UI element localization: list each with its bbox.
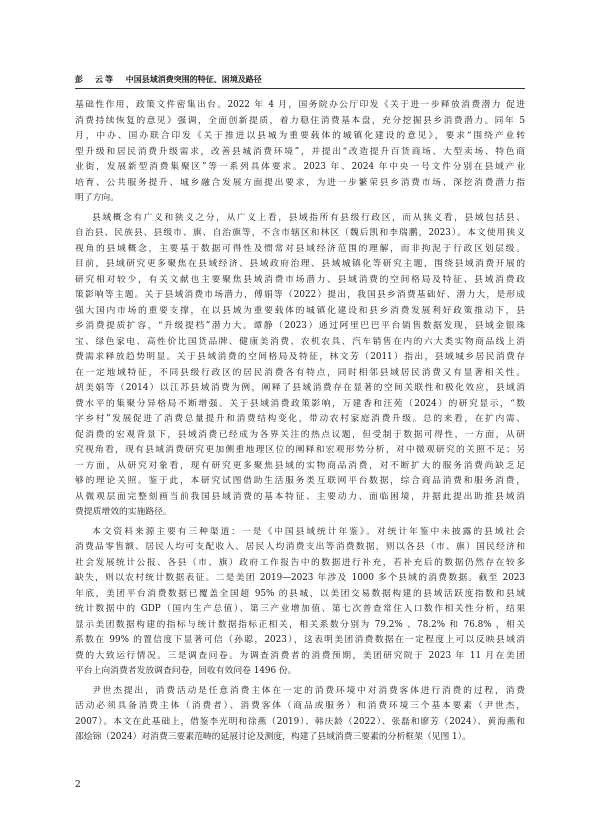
text-line: 策影响等主题。关于县域消费市场潜力，傅娟等（2022）提出，我国县乡消费基础好、潜力大，是形成 — [75, 290, 525, 300]
header-title: 中国县域消费突围的特征、困境及路径 — [125, 75, 262, 84]
text-line: 明了方向。 — [75, 193, 119, 203]
text-line: 费提质增效的实施路径。 — [75, 507, 172, 517]
text-line: 统计数据中的 GDP（国内生产总值）、第三产业增加值、第七次普查常住人口数作相关性分析，结果 — [75, 604, 525, 614]
text-line: 消费持续恢复的意见》强调，全面创新提质，着力稳住消费基本盘，充分挖掘县乡消费潜力。同年 5 — [75, 115, 525, 126]
text-line: 消费品零售额、居民人均可支配收入、居民人均消费支出等消费数据，则以各县（市、旗）国民经济和 — [75, 542, 525, 552]
text-line: 自治县、民族县、县级市、旗、自治旗等，不含市辖区和林区（魏后凯和李瑞鹏，2023）。本文使用狭义 — [75, 228, 525, 238]
text-line: 缺失，则以农村统计数据表征。二是美团 2019—2023 年涉及 1000 多个县域的消费数据。截至 2023 — [75, 573, 525, 583]
text-line: 本文资料来源主要有三种渠道：一是《中国县域统计年鉴》。对统计年鉴中未披露的县域社会 — [92, 526, 525, 537]
text-line: 系数在 99% 的置信度下显著可信（孙聪，2023），这表明美团消费数据在一定程度上可以反映县域消 — [75, 635, 525, 645]
text-line: 强大国内市场的重要支撑，在以县域为重要载体的城镇化建设和县乡消费发展利好政策推动下，县 — [75, 305, 525, 316]
text-line: 字乡村”发展促进了消费总量提升和消费结构变化，带动农村家庭消费升级。总的来看，在扩内需、 — [75, 414, 525, 424]
text-line: 费的大致运行情况。三是调查问卷。为调查消费者的消费预期，美团研究院于 2023 年 11 月在美团 — [75, 650, 525, 661]
text-line: 研究相对较少，有关文献也主要聚焦县域消费市场潜力、县域消费的空间格局及特征、县域消费政 — [75, 274, 525, 285]
text-line: 型升级和居民消费升级需求，改善县城消费环境”，并提出“改造提升百货商场、大型卖场、特色商 — [75, 146, 525, 157]
text-line: 费水平的集聚分异格局不断增强。关于县域消费政策影响，万建香和汪苑（2024）的研究显示，“数 — [75, 398, 525, 409]
text-line: 一方面，从研究对象看，现有研究更多聚焦县域的实物商品消费，对不断扩大的服务消费尚缺乏足 — [75, 460, 525, 471]
text-line: 促消费的宏观背景下，县域消费已经成为各界关注的热点议题，但受制于数据可得性，一方面，从研 — [75, 429, 525, 440]
paragraph — [75, 98, 525, 207]
text-line: 视角的县域概念，主要基于数据可得性及惯常对县域经济范围的理解，而非拘泥于行政区划层级。 — [75, 243, 525, 254]
text-line: 宝、绿色家电、高性价比国货品牌、健康美消费、农机农具、汽车销售在内的六大类实物商品线上消 — [75, 336, 525, 347]
paragraph — [75, 211, 525, 521]
header-rule — [75, 88, 525, 89]
text-line: 2007）。本文在此基础上，借鉴李光明和徐燕（2019）、韩庆龄（2022）、张磊和廖芳（2024）、黄海燕和 — [75, 716, 525, 727]
paragraph — [75, 525, 525, 680]
article-body — [75, 98, 525, 746]
text-line: 尹世杰提出，消费活动是任意消费主体在一定的消费环境中对消费客体进行消费的过程，消费 — [92, 685, 525, 696]
text-line: 胡美娟等（2014）以江苏县域消费为例，阐释了县域消费存在显著的空间关联性和极化效应，县域消 — [75, 383, 525, 393]
text-line: 够的理论关照。鉴于此，本研究试图借助生活服务类互联网平台数据，综合商品消费和服务消费， — [75, 476, 525, 486]
page-number: 2 — [75, 780, 81, 790]
running-header — [75, 74, 525, 85]
text-line: 业街，发展新型消费集聚区”等一系列具体要求。2023 年、2024 年中央一号文件分别在县域产业 — [75, 162, 525, 172]
paragraph — [75, 684, 525, 746]
text-line: 基础性作用，政策文件密集出台。2022 年 4 月，国务院办公厅印发《关于进一步释放消费潜力 促进 — [75, 100, 525, 110]
text-line: 费需求释放趋势明显。关于县域消费的空间格局及特征，林文芳（2011）指出，县域城乡居民消费存 — [75, 352, 525, 362]
text-line: 显示美团数据构建的指标与统计数据指标正相关，相关系数分别为 79.2% 、78.2% 和 76.8% ，相关 — [75, 619, 525, 630]
text-line: 从微观层面完整刻画当前我国县域消费的基本特征、主要动力、面临困境，并据此提出助推县域消 — [75, 491, 525, 502]
text-line: 社会发展统计公报、各县（市、旗）政府工作报告中的数据进行补充，若补充后的数据仍然存在较多 — [75, 557, 525, 568]
text-line: 目前，县域研究更多聚焦在县域经济、县域政府治理、县域城镇化等研究主题，围绕县域消费开展的 — [75, 259, 525, 269]
text-line: 在一定地域特征，不同县级行政区的居民消费各有特点，同时相邻县域居民消费又有显著相关性。 — [75, 367, 525, 378]
text-line: 乡消费提质扩容，“升级提档”潜力大。谭静（2023）通过阿里巴巴平台销售数据发现，县域金银珠 — [75, 321, 525, 331]
text-line: 平台上向消费者发放调查问卷，回收有效问卷 1496 份。 — [75, 666, 297, 676]
header-author: 彭 云等 — [75, 75, 115, 84]
text-line: 究视角看，现有县域消费研究更加侧重地理区位的阐释和宏观形势分析，对中微观研究的关照不足；另 — [75, 445, 525, 455]
text-line: 月，中办、国办联合印发《关于推进以县城为重要载体的城镇化建设的意见》，要求“围绕产业转 — [75, 131, 525, 141]
text-line: 邵烩锦（2024）对消费三要素范畴的延展讨论及测度，构建了县域消费三要素的分析框架（见图 1）。 — [75, 732, 471, 742]
text-line: 县域概念有广义和狭义之分，从广义上看，县域指所有县级行政区，而从狭义看，县域包括县、 — [92, 212, 525, 223]
text-line: 年底，美团平台消费数据已覆盖全国超 95% 的县城，以美团交易数据构建的县域活跃度指数和县域 — [75, 588, 525, 599]
text-line: 培育、公共服务提升、城乡融合发展方面提出要求，为进一步繁荣县乡消费市场、深挖消费潜力指 — [75, 177, 525, 188]
text-line: 活动必须具备消费主体（消费者）、消费客体（商品或服务）和消费环境三个基本要素（尹世杰， — [75, 701, 525, 711]
